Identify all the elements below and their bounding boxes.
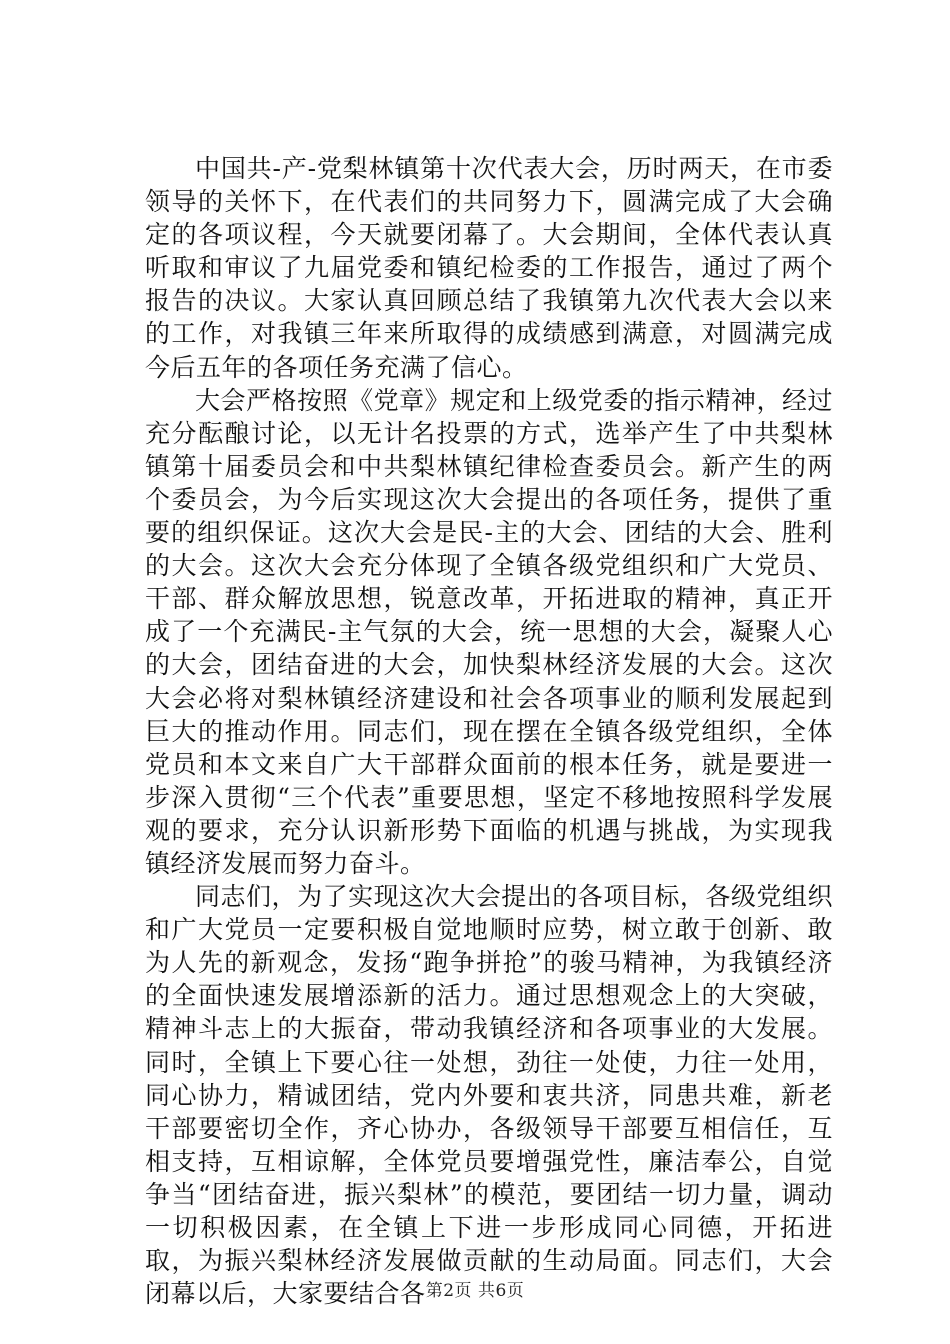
page-number-footer: 第2页 共6页 bbox=[425, 1281, 525, 1301]
document-body bbox=[145, 152, 833, 1310]
paragraph-1: 中国共-产-党梨林镇第十次代表大会，历时两天，在市委领导的关怀下，在代表们的共同努力下，圆满完成了大会确定的各项议程，今天就要闭幕了。大会期间，全体代表认真听取和审议了九届党委和镇纪检委的工作报告，通过了两个报告的决议。大家认真回顾总结了我镇第九次代表大会以来的工作，对我镇三年来所取得的成绩感到满意，对圆满完成今后五年的各项任务充满了信心。 bbox=[145, 154, 833, 382]
paragraph-3: 同志们，为了实现这次大会提出的各项目标，各级党组织和广大党员一定要积极自觉地顺时应势，树立敢于创新、敢为人先的新观念，发扬“跑争拼抢”的骏马精神，为我镇经济的全面快速发展增添新的活力。通过思想观念上的大突破，精神斗志上的大振奋，带动我镇经济和各项事业的大发展。同时，全镇上下要心往一处想，劲往一处使，力往一处用，同心协力，精诚团结，党内外要和衷共济，同患共难，新老干部要密切全作，齐心协办，各级领导干部要互相信任，互相支持，互相谅解，全体党员要增强党性，廉洁奉公，自觉争当“团结奋进，振兴梨林”的模范，要团结一切力量，调动一切积极因素，在全镇上下进一步形成同心同德，开拓进取，为振兴梨林经济发展做贡献的生动局面。同志们，大会闭幕以后，大家要结合各 bbox=[145, 882, 833, 1309]
paragraph-2: 大会严格按照《党章》规定和上级党委的指示精神，经过充分酝酿讨论，以无计名投票的方式，选举产生了中共梨林镇第十届委员会和中共梨林镇纪律检查委员会。新产生的两个委员会，为今后实现这次大会提出的各项任务，提供了重要的组织保证。这次大会是民-主的大会、团结的大会、胜利的大会。这次大会充分体现了全镇各级党组织和广大党员、干部、群众解放思想，锐意改革，开拓进取的精神，真正开成了一个充满民-主气氛的大会，统一思想的大会，凝聚人心的大会，团结奋进的大会，加快梨林经济发展的大会。这次大会必将对梨林镇经济建设和社会各项事业的顺利发展起到巨大的推动作用。同志们，现在摆在全镇各级党组织，全体党员和本文来自广大干部群众面前的根本任务，就是要进一步深入贯彻“三个代表”重要思想，坚定不移地按照科学发展观的要求，充分认识新形势下面临的机遇与挑战，为实现我镇经济发展而努力奋斗。 bbox=[145, 385, 833, 878]
